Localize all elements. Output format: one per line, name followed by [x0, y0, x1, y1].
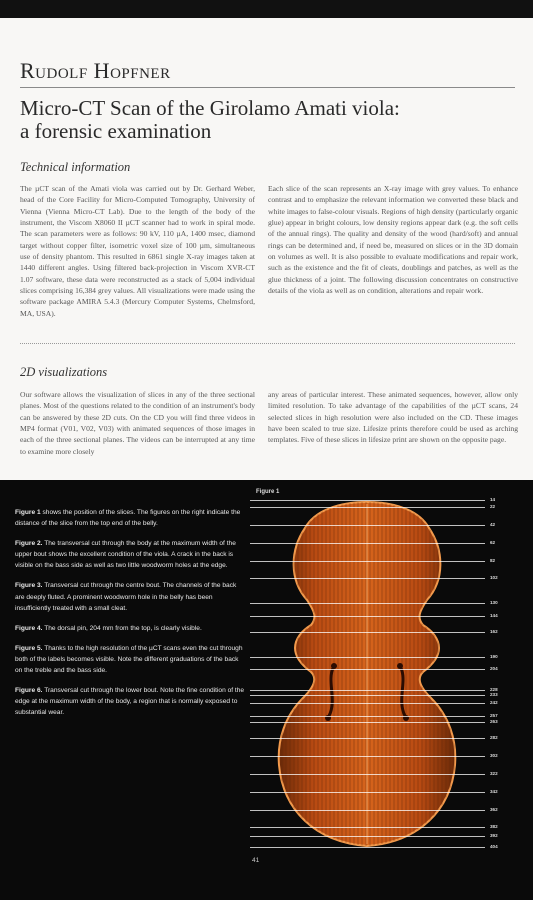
slice-line: [250, 756, 485, 757]
viz-heading: 2D visualizations: [20, 365, 108, 379]
caption-text: Transversal cut through the centre bout. The channels of the back are deeply fluted. A prominent woodworm hole in the belly has been insufficiently treated with a small cleat.: [15, 582, 237, 612]
slice-line: [250, 836, 485, 837]
caption-1: [15, 507, 245, 529]
slice-line: [250, 810, 485, 811]
slice-line: [250, 616, 485, 617]
slice-distance-label: 228: [490, 687, 498, 693]
slice-line: [250, 703, 485, 704]
slice-line: [250, 695, 485, 696]
slice-distance-label: 102: [490, 575, 498, 581]
slice-line: [250, 500, 485, 501]
caption-text: shows the position of the slices. The figures on the right indicate the distance of the slice from the top end of the belly.: [15, 509, 241, 528]
slice-line: [250, 525, 485, 526]
slice-line: [250, 507, 485, 508]
slice-line: [250, 792, 485, 793]
top-edge-shadow: [0, 0, 533, 18]
slice-distance-label: 233: [490, 691, 498, 697]
slice-distance-label: 282: [490, 735, 498, 741]
slice-line: [250, 669, 485, 670]
figure-label: Figure 1: [256, 489, 280, 495]
figure-captions: [15, 507, 245, 727]
slice-distance-label: 404: [490, 844, 498, 849]
viz-column-right: any areas of particular interest. These animated sequences, however, allow only limited resolution. To take advantage of the capabilities of the µCT scans, 24 selected slices in high resolution were also included on the CD. These images have been scaled to true size. Lifesize prints therefore could be used as arching templates. Five of these slices in lifesize print are shown on the opposite page.: [268, 390, 518, 445]
slice-distance-label: 242: [490, 699, 498, 705]
caption-text: The dorsal pin, 204 mm from the top, is clearly visible.: [42, 624, 202, 632]
slice-line: [250, 827, 485, 828]
caption-text: Thanks to the high resolution of the µCT scans even the cut through both of the labels becomes visible. Note the different graduations of the back on the treble and the bass side.: [15, 644, 243, 675]
slice-distance-label: 342: [490, 788, 498, 794]
slice-distance-label: 257: [490, 713, 498, 719]
slice-line: [250, 578, 485, 579]
slice-distance-label: 190: [490, 653, 498, 659]
caption-lead: Figure 3.: [15, 582, 43, 590]
article-title: [20, 97, 520, 143]
slice-line: [250, 561, 485, 562]
slice-distance-label: 82: [490, 557, 496, 563]
title-line-1: Micro-CT Scan of the Girolamo Amati viola:: [20, 96, 400, 120]
technical-column-right: Each slice of the scan represents an X-ray image with grey values. To enhance contrast and to emphasize the relevant information we converted these black and white images to false-colour visuals. Regions of high density (particularly organic glue) appear in bright colours, low density regions appear dark (e.g. the soft cells of the annual rings). The quality and density of the wood (hard/soft) and annual rings can be determined and, if need be, measured on slices or in the 3D domain on volumes as well. It is also possible to evaluate modifications and repair work, such as the existence and the fit of cleats, doublings and patches, as well as the glue thickness of a joint. The following discussion concentrates on constructive details of the viola as well as on condition, alterations and repair work.: [268, 184, 518, 296]
caption-lead: Figure 2.: [15, 540, 43, 548]
slice-line: [250, 847, 485, 848]
slice-distance-label: 302: [490, 753, 498, 759]
slice-distance-label: 62: [490, 539, 496, 545]
technical-heading: Technical information: [20, 160, 131, 174]
slice-distance-label: 42: [490, 521, 496, 527]
slice-distance-label: 322: [490, 771, 498, 777]
slice-distance-label: 382: [490, 824, 498, 830]
slice-line: [250, 603, 485, 604]
caption-5: [15, 643, 245, 676]
slice-line: [250, 722, 485, 723]
viz-column-left: Our software allows the visualization of slices in any of the three sectional planes. Most of the questions related to the condition of an instrument's body can be answered by these 2D cuts. On the CD you will find three videos in MP4 format (V01, V02, V03) with animated sequences of those images in each of the three sectional planes. The videos can be interrupted at any time to examine more closely: [20, 390, 255, 456]
slice-distance-label: 144: [490, 612, 498, 618]
figure-panel: [0, 480, 533, 900]
caption-6: [15, 685, 245, 718]
slice-line: [250, 657, 485, 658]
slice-distance-label: 130: [490, 600, 498, 606]
slice-line: [250, 543, 485, 544]
slice-distance-label: 22: [490, 504, 496, 510]
caption-lead: Figure 4.: [15, 624, 43, 632]
slice-distance-label: 204: [490, 666, 498, 672]
title-line-2: a forensic examination: [20, 119, 212, 143]
section-divider: [20, 343, 515, 344]
technical-column-left: The µCT scan of the Amati viola was carried out by Dr. Gerhard Weber, head of the Core Facility for Micro-Computed Tomography, University of Vienna (Vienna Micro-CT Lab). Due to the length of the body of the instrument, the Viscom X8060 II µCT scanner had to work in spiral mode. The scan parameters were as follows: 90 kV, 110 µA, 1400 msec, diamond target without copper filter, isometric voxel size of 100 µm, simultaneous use of density phantom. This resulted in 6861 single X-ray images taken at 1440 different angles. Using filtered back-projection in Viscom XVR-CT 1.07 software, these data were reconstructed as a stack of 5,004 individual slices comprising 16,384 grey values. All visualizations were made using the software package AMIRA 5.4.3 (Mercury Computer Systems, Chelmsford, MA, USA).: [20, 184, 255, 318]
header-rule: [20, 87, 515, 88]
slice-markers: [250, 480, 533, 900]
page-number: 41: [252, 857, 260, 864]
slice-distance-label: 362: [490, 806, 498, 812]
caption-text: Transversal cut through the lower bout. Note the fine condition of the edge at the maximum width of the body, a region that is normally exposed to substantial wear.: [15, 687, 245, 717]
slice-line: [250, 632, 485, 633]
slice-distance-label: 392: [490, 833, 498, 839]
caption-text: The transversal cut through the body at the maximum width of the upper bout shows the excellent condition of the viola. A crack in the back is visible on the bass side as well as two little woodworm holes at the edge.: [15, 540, 236, 570]
caption-lead: Figure 5.: [15, 644, 43, 652]
slice-distance-label: 162: [490, 628, 498, 634]
slice-line: [250, 716, 485, 717]
slice-line: [250, 738, 485, 739]
author-name: Rudolf Hopfner: [20, 58, 171, 83]
caption-2: [15, 538, 245, 571]
caption-4: [15, 623, 245, 634]
slice-distance-label: 263: [490, 718, 498, 724]
slice-distance-label: 14: [490, 497, 496, 502]
slice-line: [250, 774, 485, 775]
slice-line: [250, 690, 485, 691]
caption-lead: Figure 6.: [15, 687, 43, 695]
caption-3: [15, 580, 245, 613]
caption-lead: Figure 1: [15, 509, 41, 516]
